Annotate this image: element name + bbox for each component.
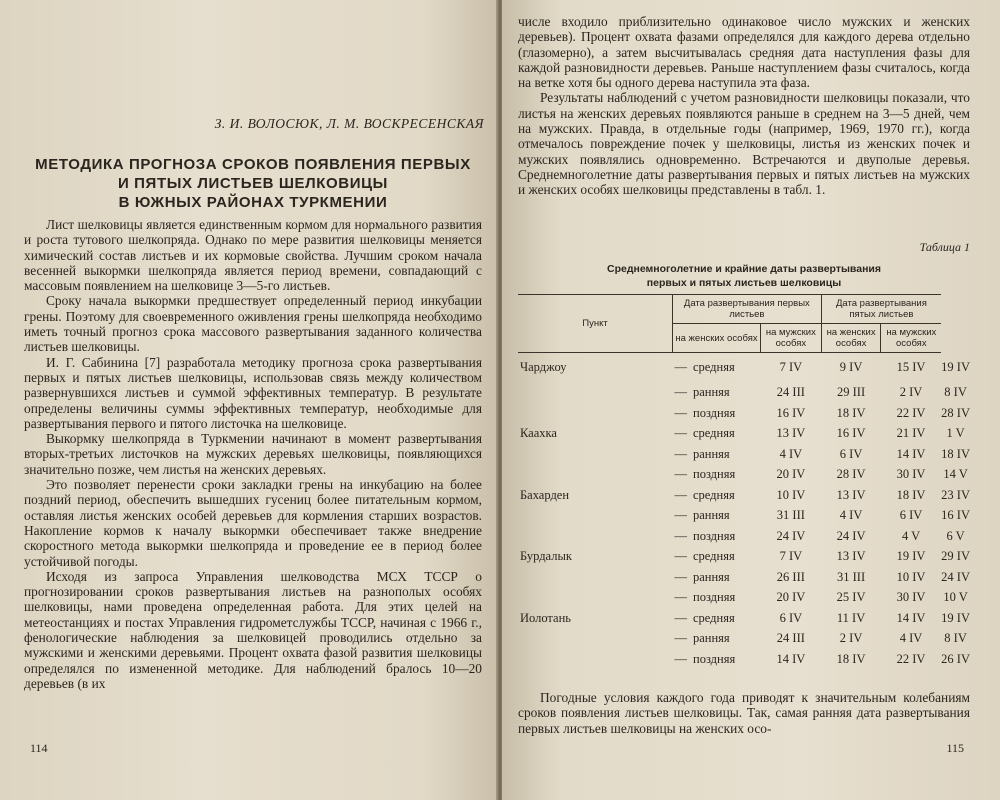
table-body — [518, 353, 970, 670]
row-kind-cell — [673, 629, 761, 650]
row-place — [518, 465, 673, 486]
table-cell: 14 IV — [896, 446, 926, 461]
row-kind-cell — [673, 547, 761, 568]
dash: — — [674, 487, 687, 502]
row-place — [518, 588, 673, 609]
table-cell: 21 IV — [896, 426, 926, 441]
table-cell: 6 IV — [899, 508, 923, 523]
row-kind-cell — [673, 403, 761, 424]
table-cell: 8 IV — [944, 631, 967, 646]
paragraph: Это позволяет перенести сроки закладки грены на инкубацию на более поздний период, обеспечить вышедших гусениц более питательным кормом, оставляя листья женских особей деревьев для кормления старших возрастов. Накопление кормов к началу выкормки обеспечивает также внедрение скоростного метода выкормки шелкопряда и проведение ее в период более устойчивой погоды. — [24, 477, 482, 569]
table-caption — [518, 262, 970, 290]
row-place — [518, 403, 673, 424]
table-label: Таблица 1 — [919, 240, 970, 254]
dash: — — [674, 590, 687, 605]
row-kind-cell — [673, 506, 761, 527]
table-cell: 22 IV — [896, 651, 926, 666]
dash: — — [674, 528, 687, 543]
dash: — — [674, 385, 687, 400]
table-row — [518, 506, 970, 527]
table-row — [518, 485, 970, 506]
row-kind: средняя — [693, 426, 735, 441]
table-cell: 29 III — [837, 385, 866, 400]
table-cell: 26 IV — [941, 651, 970, 666]
table-cell: 26 III — [776, 569, 805, 584]
sub-header: на женских особях — [821, 324, 881, 353]
row-kind: средняя — [693, 610, 735, 625]
row-kind: ранняя — [693, 631, 730, 646]
table-cell: 6 IV — [839, 446, 863, 461]
article-title — [24, 155, 482, 212]
table-cell: 4 V — [901, 528, 921, 543]
table-cell: 20 IV — [776, 590, 806, 605]
table-cell: 18 IV — [896, 487, 926, 502]
table-cell: 4 IV — [839, 508, 863, 523]
table-cell: 11 IV — [836, 610, 866, 625]
dash: — — [674, 610, 687, 625]
row-kind-cell — [673, 444, 761, 465]
row-kind: поздняя — [693, 528, 736, 543]
row-kind: поздняя — [693, 590, 736, 605]
row-place: Бурдалык — [520, 549, 572, 564]
authors: З. И. ВОЛОСЮК, Л. М. ВОСКРЕСЕНСКАЯ — [214, 116, 484, 131]
table-cell: 31 III — [837, 569, 866, 584]
row-kind-cell — [673, 485, 761, 506]
caption-line: первых и пятых листьев шелковицы — [646, 277, 842, 289]
row-place: Иолотань — [520, 610, 571, 625]
row-place — [518, 649, 673, 670]
table-row — [518, 567, 970, 588]
dash: — — [674, 631, 687, 646]
row-kind-cell — [673, 383, 761, 404]
table-cell: 6 V — [946, 528, 965, 543]
row-place — [518, 383, 673, 404]
row-kind: ранняя — [693, 569, 730, 584]
table-row — [518, 383, 970, 404]
table-row — [518, 465, 970, 486]
table-cell: 13 IV — [776, 426, 806, 441]
paragraph: И. Г. Сабинина [7] разработала методику прогноза срока развертывания первых и пятых листьев шелковицы, использовав связь между количеством развернувшихся листьев и суммой эффективных температур. В результате определены величины суммы эффективных температур, необходимые для развертывания первого и пятого листочка на шелковице. — [24, 354, 482, 431]
paragraph: Результаты наблюдений с учетом разновидности шелковицы показали, что листья на женских деревьях появляются раньше в среднем на 3—5 дней, чем на мужских. Правда, в отдельные годы (например, 1969, 1970 гг.), когда отмечалось повреждение почек у шелковицы, листья из женских почек и мужских появлялись одновременно. Встречаются и двуполые деревья. Среднемноголетние даты развертывания первых и пятых листьев на мужских и женских особях шелковицы представлены в табл. 1. — [518, 90, 970, 198]
paragraph: Лист шелковицы является единственным кормом для нормального развития и роста тутового шелкопряда. Однако по мере развития шелковицы меняется химический состав листьев и их кормовые свойства. Лучшим сроком начала весенней выкормки шелкопряда является период времени, совпадающий с массовым появлением на шелковице 3—5-го листьев. — [24, 217, 482, 294]
table-cell: 16 IV — [941, 508, 970, 523]
table-cell: 31 III — [776, 508, 805, 523]
table-cell: 20 IV — [776, 467, 806, 482]
row-kind: ранняя — [693, 508, 730, 523]
table-cell: 24 IV — [836, 528, 866, 543]
table-cell: 7 IV — [779, 360, 803, 375]
table-row — [518, 424, 970, 445]
table-cell: 16 IV — [776, 405, 806, 420]
table-cell: 16 IV — [836, 426, 866, 441]
dash: — — [674, 405, 687, 420]
dash: — — [674, 569, 687, 584]
row-kind-cell — [673, 649, 761, 670]
row-kind: поздняя — [693, 405, 736, 420]
table-row — [518, 403, 970, 424]
row-kind: ранняя — [693, 446, 730, 461]
table-cell: 19 IV — [941, 610, 970, 625]
row-place: Каахка — [520, 426, 557, 441]
paragraph: Погодные условия каждого года приводят к значительным колебаниям сроков появления листьев шелковицы. Так, самая ранняя дата развертывания первых листьев шелковицы на женских осо- — [518, 690, 970, 736]
table-row — [518, 547, 970, 568]
sub-header: на мужских особях — [881, 324, 941, 353]
row-kind: поздняя — [693, 467, 736, 482]
group-header: Дата развертывания пятых листьев — [821, 295, 941, 324]
table-cell: 6 IV — [779, 610, 803, 625]
row-kind: средняя — [693, 549, 735, 564]
group-header: Дата развертывания первых листьев — [673, 295, 822, 324]
table-row — [518, 608, 970, 629]
table-cell: 18 IV — [836, 405, 866, 420]
table-cell: 4 IV — [779, 446, 803, 461]
table-cell: 24 IV — [776, 528, 806, 543]
table-cell: 24 IV — [941, 569, 970, 584]
page-number-left: 114 — [30, 741, 48, 755]
stub-header: Пункт — [518, 295, 673, 353]
right-page — [502, 0, 1000, 800]
table-cell: 10 IV — [776, 487, 806, 502]
sub-header: на женских особях — [673, 324, 761, 353]
bottom-text — [518, 690, 970, 736]
table-cell: 25 IV — [836, 590, 866, 605]
table-cell: 18 IV — [836, 651, 866, 666]
table-row — [518, 588, 970, 609]
row-place: Бахарден — [520, 487, 570, 502]
row-kind-cell — [673, 424, 761, 445]
row-place: Чарджоу — [520, 360, 567, 375]
row-kind: ранняя — [693, 385, 730, 400]
table-cell: 14 IV — [896, 610, 926, 625]
table-cell: 10 V — [943, 590, 968, 605]
paragraph: Выкормку шелкопряда в Туркмении начинают в момент развертывания вторых-третьих листочков на мужских деревьях шелковицы, появляющихся значительно позже, чем листья на женских деревьях. — [24, 431, 482, 477]
table-cell: 2 IV — [839, 631, 863, 646]
dash: — — [674, 467, 687, 482]
left-page — [0, 0, 498, 800]
row-place — [518, 567, 673, 588]
right-body-text — [518, 14, 970, 198]
table-row — [518, 444, 970, 465]
dash: — — [674, 360, 687, 375]
table-row — [518, 526, 970, 547]
table-row — [518, 629, 970, 650]
sub-header: на мужских особях — [761, 324, 822, 353]
table-row — [518, 353, 970, 383]
row-kind-cell — [673, 465, 761, 486]
table-cell: 10 IV — [896, 569, 926, 584]
title-line: В ЮЖНЫХ РАЙОНАХ ТУРКМЕНИИ — [118, 194, 388, 211]
row-kind: поздняя — [693, 651, 736, 666]
row-kind-cell — [673, 588, 761, 609]
dash: — — [674, 651, 687, 666]
row-kind-cell — [673, 353, 761, 383]
table-cell: 14 V — [943, 467, 968, 482]
page-number-right: 115 — [946, 741, 964, 755]
row-place — [518, 506, 673, 527]
table-cell: 28 IV — [836, 467, 866, 482]
left-body-text — [24, 217, 482, 691]
table-cell: 30 IV — [896, 467, 926, 482]
table-cell: 13 IV — [836, 487, 866, 502]
paragraph: Исходя из запроса Управления шелководства МСХ ТССР о прогнозировании сроков развертывания листьев на разнополых особях шелковицы, нами проведена определенная работа. Для этих целей на метеостанциях и постах Управления гидрометслужбы ТССР, начиная с 1966 г., фенологические наблюдения за шелковицей проводились отдельно за мужскими и женскими деревьями. Процент охвата фазой развития шелковицы определялся по измененной методике. Для наблюдений бралось 10—20 деревьев (в их — [24, 568, 482, 691]
table-cell: 2 IV — [899, 385, 923, 400]
row-place — [518, 629, 673, 650]
table-row — [518, 649, 970, 670]
table-cell: 23 IV — [941, 487, 970, 502]
table-cell: 8 IV — [944, 385, 967, 400]
table-cell: 28 IV — [941, 405, 970, 420]
table-cell: 9 IV — [839, 360, 863, 375]
dash: — — [674, 446, 687, 461]
table-cell: 19 IV — [941, 360, 970, 374]
row-place — [518, 526, 673, 547]
caption-line: Среднемноголетние и крайние даты развертывания — [606, 263, 882, 275]
table-cell: 4 IV — [899, 631, 923, 646]
table-cell: 24 III — [776, 631, 805, 646]
dash: — — [674, 508, 687, 523]
row-kind-cell — [673, 526, 761, 547]
paragraph: Сроку начала выкормки предшествует определенный период инкубации грены. Поэтому для своевременного оживления грены шелкопряда необходимо иметь точный прогноз срока массового развертывания заданного количества листьев шелковицы. — [24, 293, 482, 355]
table-cell: 22 IV — [896, 405, 926, 420]
table-cell: 14 IV — [776, 651, 806, 666]
table-cell: 19 IV — [896, 549, 926, 564]
data-table — [518, 294, 970, 670]
table-cell: 18 IV — [941, 446, 970, 461]
row-kind-cell — [673, 608, 761, 629]
table-cell: 15 IV — [896, 360, 926, 375]
dash: — — [674, 426, 687, 441]
title-line: И ПЯТЫХ ЛИСТЬЕВ ШЕЛКОВИЦЫ — [118, 175, 388, 192]
table-cell: 24 III — [776, 385, 805, 400]
row-kind-cell — [673, 567, 761, 588]
table-cell: 30 IV — [896, 590, 926, 605]
table-cell: 7 IV — [779, 549, 803, 564]
title-line: МЕТОДИКА ПРОГНОЗА СРОКОВ ПОЯВЛЕНИЯ ПЕРВЫХ — [35, 156, 471, 173]
dash: — — [674, 549, 687, 564]
table-cell: 1 V — [946, 426, 965, 441]
table-cell: 13 IV — [836, 549, 866, 564]
table-cell: 29 IV — [941, 549, 970, 564]
row-kind: средняя — [693, 487, 735, 502]
row-kind: средняя — [693, 360, 735, 375]
row-place — [518, 444, 673, 465]
paragraph: числе входило приблизительно одинаковое число мужских и женских деревьев). Процент охвата фазами определялся для каждого дерева отдельно (глазомерно), а затем высчитывалась средняя дата наступления фазы для каждой разновидности деревьев. Раньше наступлением фазы считалось, когда на ветке хотя бы одного дерева наступила эта фаза. — [518, 14, 970, 91]
